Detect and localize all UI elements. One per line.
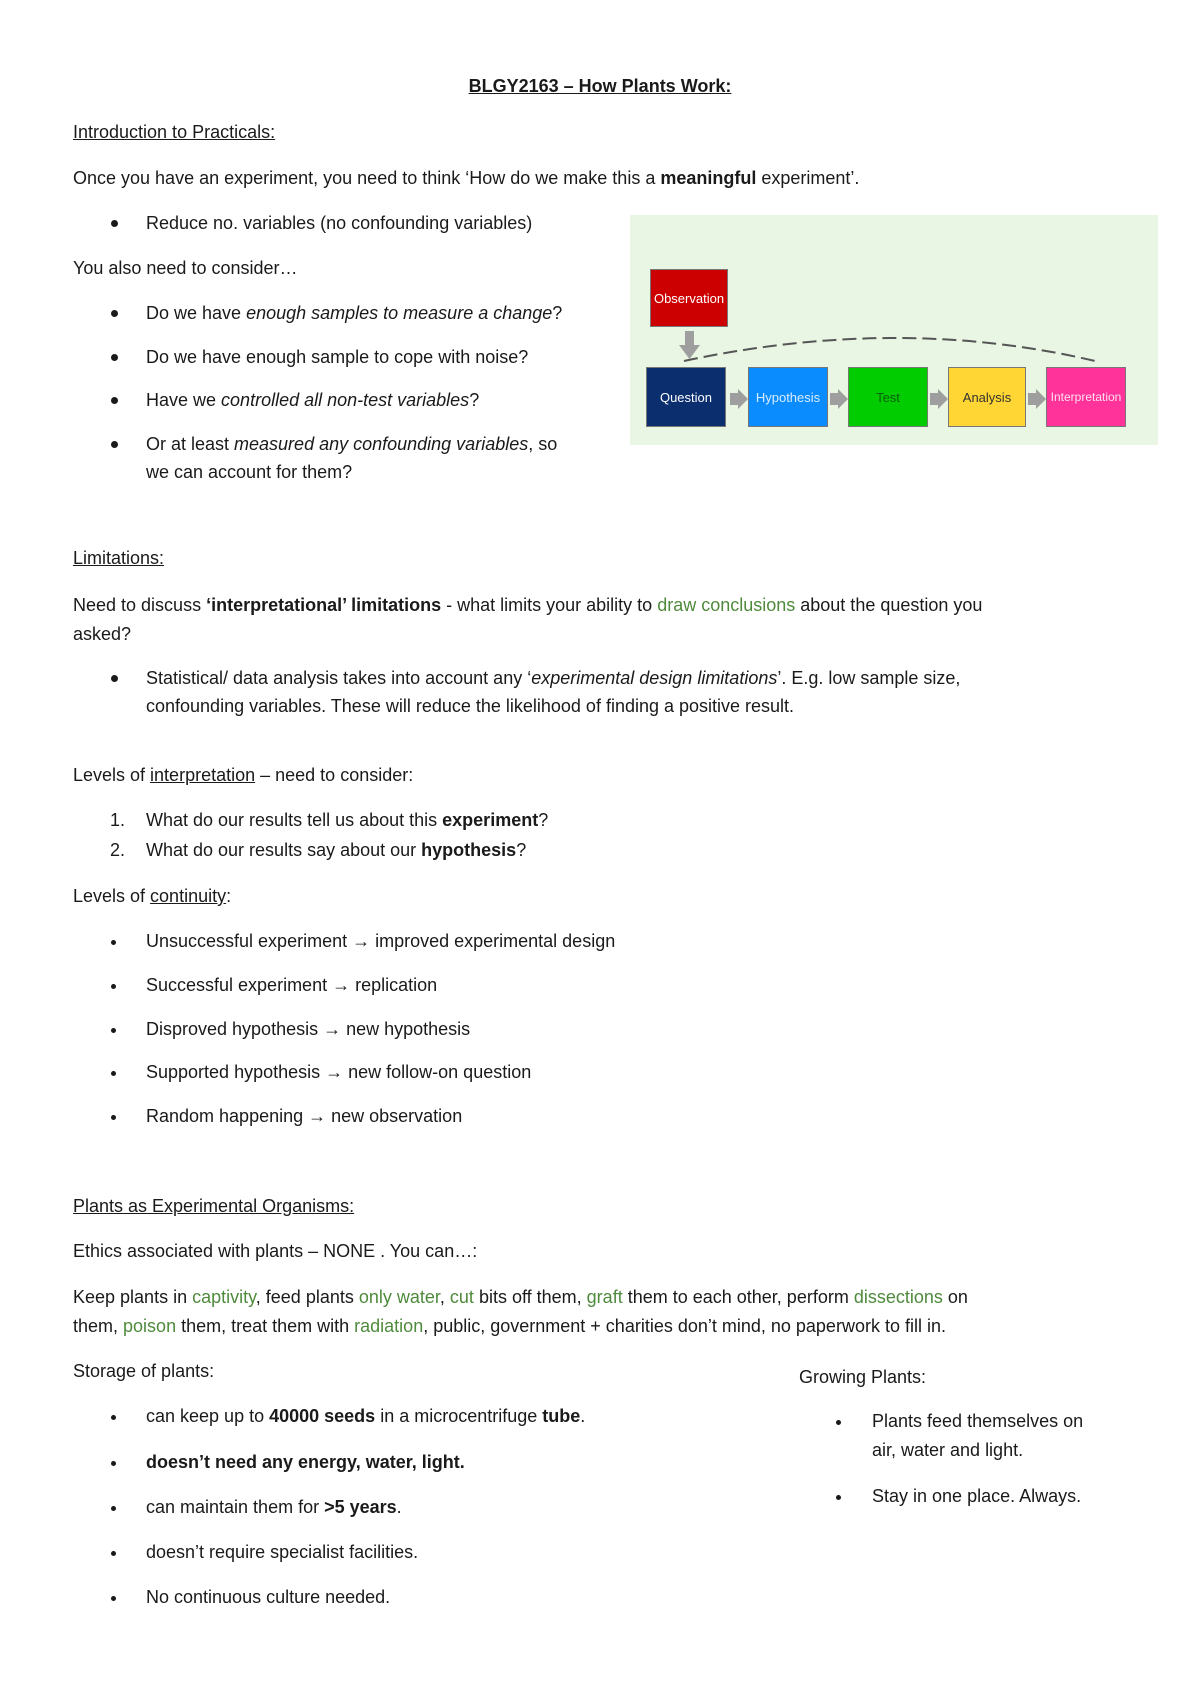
cont-underlined: continuity	[150, 886, 227, 906]
list-item-continued: we can account for them?	[146, 462, 353, 482]
bullet-dot	[111, 441, 118, 448]
interp-1-bold: experiment	[442, 810, 539, 830]
list-item: Do we have enough sample to cope with noise?	[146, 347, 529, 367]
keep-plants-paragraph	[73, 1287, 968, 1308]
list-item	[146, 810, 548, 831]
lim-post: about the question you	[795, 595, 983, 615]
list-item: No continuous culture needed.	[146, 1587, 391, 1607]
lim-b-pre: Statistical/ data analysis takes into account any ‘	[146, 668, 532, 688]
interp-1-pre: What do our results tell us about this	[146, 810, 443, 830]
storage-heading: Storage of plants:	[73, 1361, 215, 1381]
list-number: 2.	[110, 840, 126, 860]
q4-post: , so	[528, 434, 558, 454]
lim-pre: Need to discuss	[73, 595, 207, 615]
k3: ,	[439, 1287, 450, 1307]
test-box: Test	[848, 367, 928, 427]
interp-2-bold: hypothesis	[421, 840, 517, 860]
list-item: Successful experiment → replication	[146, 975, 438, 995]
k2-green: only water	[358, 1287, 440, 1307]
hypothesis-box: Hypothesis	[748, 367, 828, 427]
bullet-dot	[111, 1415, 116, 1420]
bullet-dot	[111, 1115, 116, 1120]
bullet-dot	[111, 940, 116, 945]
q3-post: ?	[469, 390, 480, 410]
analysis-box: Analysis	[948, 367, 1026, 427]
interp-post: – need to consider:	[255, 765, 414, 785]
intro-heading: Introduction to Practicals:	[73, 122, 276, 142]
s1-bold: 40000 seeds	[269, 1406, 376, 1426]
question-box: Question	[646, 367, 726, 427]
list-item	[146, 303, 562, 324]
interpretation-box: Interpretation	[1046, 367, 1126, 427]
interp-underlined: interpretation	[150, 765, 256, 785]
ethics-text: Ethics associated with plants – NONE . You can…:	[73, 1241, 478, 1261]
intro-line-bold: meaningful	[660, 168, 757, 188]
q1-italic: enough samples to measure a change	[246, 303, 553, 323]
keep-plants-paragraph-continued	[73, 1316, 946, 1337]
bullet-dot	[111, 220, 118, 227]
list-item	[146, 390, 479, 411]
list-item-continued: confounding variables. These will reduce the likelihood of finding a positive result.	[146, 696, 795, 716]
bullet-dot	[111, 1028, 116, 1033]
list-item	[146, 840, 526, 861]
l2b: them, treat them with	[176, 1316, 355, 1336]
list-item: Stay in one place. Always.	[872, 1486, 1082, 1506]
list-item: Disproved hypothesis → new hypothesis	[146, 1019, 471, 1039]
interpretation-heading	[73, 765, 413, 786]
plants-heading: Plants as Experimental Organisms:	[73, 1196, 355, 1216]
l2b-green: radiation	[354, 1316, 424, 1336]
continuity-heading	[73, 886, 231, 907]
scientific-method-diagram	[630, 215, 1158, 445]
k4: bits off them,	[473, 1287, 587, 1307]
list-item: Unsuccessful experiment → improved experimental design	[146, 931, 616, 951]
list-item: Supported hypothesis → new follow-on question	[146, 1062, 532, 1082]
bullet-dot	[111, 1461, 116, 1466]
bullet-dot	[836, 1420, 841, 1425]
l2a: them,	[73, 1316, 124, 1336]
s3-post: .	[396, 1497, 402, 1517]
interp-pre: Levels of	[73, 765, 151, 785]
bullet-dot	[111, 397, 118, 404]
intro-line-end: experiment’.	[756, 168, 860, 188]
k6: on	[942, 1287, 968, 1307]
s1-post: .	[580, 1406, 586, 1426]
interp-2-post: ?	[516, 840, 527, 860]
bullet-dot	[111, 984, 116, 989]
q1-pre: Do we have	[146, 303, 247, 323]
list-number: 1.	[110, 810, 126, 830]
list-item: Reduce no. variables (no confounding variables)	[146, 213, 533, 233]
lim-bold: ‘interpretational’ limitations	[206, 595, 442, 615]
bullet-dot	[836, 1495, 841, 1500]
s1-pre: can keep up to	[146, 1406, 270, 1426]
lim-green: draw conclusions	[657, 595, 796, 615]
k3-green: cut	[449, 1287, 474, 1307]
bullet-dot	[111, 1071, 116, 1076]
q3-italic: controlled all non-test variables	[221, 390, 470, 410]
l2c: , public, government + charities don’t mind, no paperwork to fill in.	[423, 1316, 946, 1336]
limitations-paragraph	[73, 595, 982, 616]
cont-pre: Levels of	[73, 886, 151, 906]
growing-heading: Growing Plants:	[799, 1367, 927, 1387]
interp-1-post: ?	[538, 810, 549, 830]
lim-b-italic: experimental design limitations	[531, 668, 778, 688]
lim-b-post: ’. E.g. low sample size,	[777, 668, 961, 688]
interp-2-pre: What do our results say about our	[146, 840, 422, 860]
k1-green: captivity	[192, 1287, 256, 1307]
list-item	[146, 1497, 402, 1518]
bullet-dot	[111, 1596, 116, 1601]
cont-post: :	[226, 886, 232, 906]
limitations-heading: Limitations:	[73, 548, 165, 568]
q3-pre: Have we	[146, 390, 222, 410]
bullet-dot	[111, 310, 118, 317]
list-item	[146, 668, 960, 689]
s3-pre: can maintain them for	[146, 1497, 325, 1517]
list-item-continued: air, water and light.	[872, 1440, 1024, 1460]
s3-bold: >5 years	[324, 1497, 397, 1517]
k5-green: dissections	[853, 1287, 943, 1307]
q4-italic: measured any confounding variables	[234, 434, 529, 454]
list-item: Random happening → new observation	[146, 1106, 463, 1126]
l2a-green: poison	[123, 1316, 177, 1336]
consider-text: You also need to consider…	[73, 258, 298, 278]
k2: , feed plants	[255, 1287, 359, 1307]
list-item: Plants feed themselves on	[872, 1411, 1084, 1431]
list-item: doesn’t need any energy, water, light.	[146, 1452, 465, 1472]
list-item	[146, 434, 557, 455]
lim-mid: - what limits your ability to	[441, 595, 658, 615]
q4-pre: Or at least	[146, 434, 235, 454]
list-item: doesn’t require specialist facilities.	[146, 1542, 419, 1562]
k4-green: graft	[586, 1287, 623, 1307]
intro-line	[73, 168, 859, 189]
limitations-paragraph-continued: asked?	[73, 624, 132, 644]
bullet-dot	[111, 1551, 116, 1556]
q1-post: ?	[552, 303, 563, 323]
list-item	[146, 1406, 585, 1427]
bullet-dot	[111, 1506, 116, 1511]
intro-line-text: Once you have an experiment, you need to think ‘How do we make this a	[73, 168, 661, 188]
page-title: BLGY2163 – How Plants Work:	[468, 76, 732, 96]
bullet-dot	[111, 675, 118, 682]
observation-box: Observation	[650, 269, 728, 327]
s1-mid: in a microcentrifuge	[375, 1406, 543, 1426]
s1-bold-2: tube	[542, 1406, 581, 1426]
k1: Keep plants in	[73, 1287, 193, 1307]
k5: them to each other, perform	[622, 1287, 854, 1307]
bullet-dot	[111, 354, 118, 361]
